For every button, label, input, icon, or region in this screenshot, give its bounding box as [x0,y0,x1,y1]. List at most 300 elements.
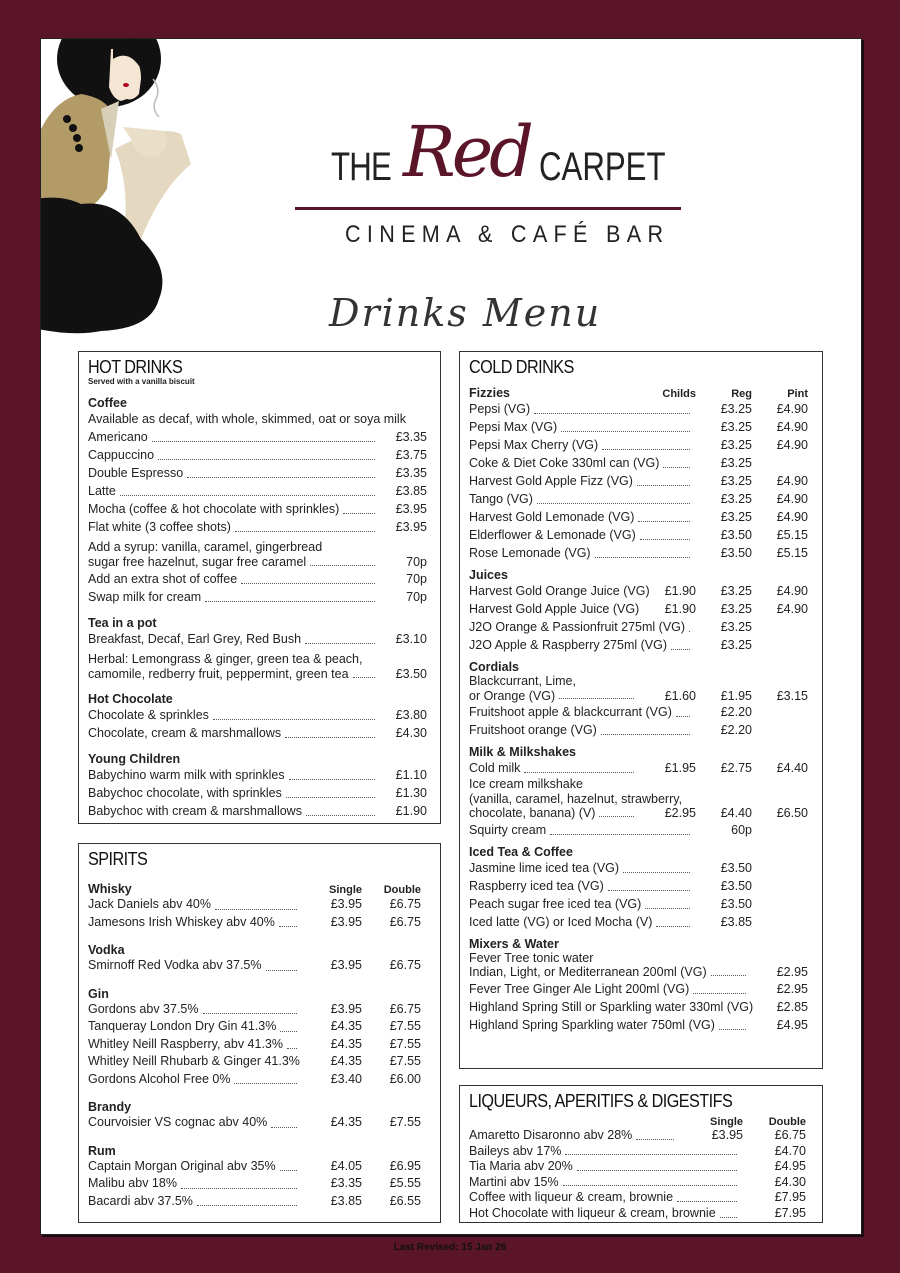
item-name [469,1190,743,1206]
dotted-leader [181,1175,297,1189]
item-price: £2.20 [720,705,752,719]
group-heading [88,392,427,410]
item-name-line [88,540,381,555]
brand-logo [291,83,691,258]
item-text: Highland Spring Sparkling water 750ml (VG) [469,1017,715,1032]
item-price: £4.05 [330,1158,362,1173]
item-price: £3.25 [720,492,752,506]
group-heading [469,933,808,951]
item-price: £6.75 [389,958,421,972]
item-name [469,490,696,508]
menu-item [88,482,427,500]
item-name [88,802,381,820]
item-price: £4.90 [776,510,808,524]
item-name-line [88,896,303,914]
item-price: £4.95 [776,1017,808,1032]
item-text: Bacardi abv 37.5% [88,1193,193,1208]
dotted-leader [203,1001,298,1015]
item-price: £1.90 [664,584,696,598]
group-label: Fizzies [469,386,510,400]
item-price: £4.90 [776,474,808,488]
item-text: Squirty cream [469,822,547,837]
item-name [469,618,696,636]
item-text: camomile, redberry fruit, peppermint, green tea [88,667,349,681]
item-text: Flat white (3 coffee shots) [88,520,231,534]
item-name [88,1001,303,1019]
group-heading [469,741,808,759]
dotted-leader [577,1159,737,1171]
item-name-line [88,464,381,482]
item-name [88,1071,303,1089]
item-name [469,1206,743,1222]
column-header: Double [383,884,421,896]
item-text: Harvest Gold Apple Juice (VG) [469,602,640,616]
item-name-line [469,674,640,689]
item-name-line [88,1193,303,1211]
woman-with-coffee-illustration [41,39,241,339]
dotted-leader [595,544,690,558]
dotted-leader [663,454,690,468]
item-name [469,636,696,654]
menu-item [88,1193,421,1211]
dotted-leader [601,721,690,735]
dotted-leader [285,724,375,738]
dotted-leader [234,1071,297,1085]
item-price: £3.25 [720,402,752,416]
item-name-line [88,1158,303,1176]
item-price: £4.35 [330,1054,362,1068]
item-name-line [469,1144,743,1160]
dotted-leader [676,703,690,717]
item-text: Pepsi (VG) [469,402,531,416]
item-name [469,418,696,436]
item-name [469,895,696,913]
item-price: £3.50 [720,528,752,542]
item-text: Blackcurrant, Lime, [469,674,576,688]
item-text: Courvoisier VS cognac abv 40% [88,1115,268,1129]
group-label: Tea in a pot [88,616,157,630]
dotted-leader [638,508,690,522]
item-name [88,482,381,500]
logo-subtitle: CINEMA & CAFÉ BAR [345,221,670,248]
menu-item [88,1071,421,1089]
item-price: £7.95 [774,1205,806,1220]
group-label: Brandy [88,1100,132,1114]
item-name-line [469,913,696,931]
menu-item [88,1036,421,1054]
item-price: £3.75 [395,448,427,462]
item-text: Amaretto Disaronno abv 28% [469,1128,633,1142]
item-name [469,472,696,490]
item-name [88,428,381,446]
menu-item [88,802,427,820]
item-text: Fever Tree tonic water [469,950,594,965]
item-price: £4.35 [330,1019,362,1033]
item-text: J2O Apple & Raspberry 275ml (VG) [469,638,667,652]
item-name-line [88,766,381,784]
dotted-leader [279,914,297,928]
item-text: Coke & Diet Coke 330ml can (VG) [469,456,660,470]
item-name [469,1144,743,1160]
item-text: Babychoc chocolate, with sprinkles [88,786,282,800]
item-price: £3.50 [395,667,427,681]
dotted-leader [213,706,375,720]
item-name-line [469,951,752,966]
item-name-line [469,759,640,777]
item-name [469,759,640,777]
spirits-section [78,843,441,1223]
item-text: Gordons abv 37.5% [88,1001,199,1016]
item-price: £6.75 [389,1001,421,1016]
item-text: chocolate, banana) (V) [469,806,596,820]
dotted-leader [271,1114,297,1128]
menu-item [469,436,808,454]
group-heading [469,382,808,400]
last-revised: Last Revised: 15 Jan 26 [393,1242,507,1253]
group-label: Mixers & Water [469,936,559,951]
group-heading [469,564,808,582]
item-price: £3.50 [720,878,752,893]
menu-item [469,913,808,931]
item-price: 70p [406,590,427,604]
item-text: Babychoc with cream & marshmallows [88,804,302,818]
item-name-line [88,1018,303,1036]
item-name-line [469,998,752,1016]
item-price: £2.85 [776,999,808,1014]
item-price: £3.10 [395,632,427,646]
item-name-line [469,508,696,526]
menu-item [469,1016,808,1034]
item-price: £2.75 [720,761,752,775]
item-text: Jamesons Irish Whiskey abv 40% [88,914,275,929]
group-label: Whisky [88,882,132,896]
item-name [469,526,696,544]
item-name [88,1193,303,1211]
item-name [469,821,696,839]
item-price: £6.75 [389,897,421,911]
item-name-line [88,1053,303,1071]
menu-item [88,957,421,975]
dotted-leader [640,526,690,540]
item-text: Rose Lemonade (VG) [469,546,591,560]
dotted-leader [711,965,746,976]
group-label: Iced Tea & Coffee [469,844,573,859]
item-name [88,896,303,914]
item-name [88,518,381,536]
item-name [88,1036,303,1054]
menu-item [88,896,421,914]
dotted-leader [152,428,375,442]
item-price: £4.90 [776,402,808,416]
dotted-leader [599,806,634,817]
item-name-line [88,1175,303,1193]
menu-item [469,454,808,472]
cold-drinks-section [459,351,823,1069]
section-title: COLD DRINKS [469,357,574,377]
menu-item [469,821,808,839]
dotted-leader [305,630,375,644]
item-price: £3.35 [395,466,427,480]
item-name-line [88,1071,303,1089]
dotted-leader [608,877,690,891]
item-text: Iced latte (VG) or Iced Mocha (V) [469,914,653,929]
item-text: Raspberry iced tea (VG) [469,878,604,893]
item-name-line [88,724,381,742]
menu-item [88,446,427,464]
dotted-leader [550,821,690,835]
item-name-line [88,446,381,464]
item-name [469,980,752,998]
menu-item [469,400,808,418]
item-text: Double Espresso [88,466,184,480]
item-price: £3.95 [330,1001,362,1016]
item-price: £4.90 [776,420,808,434]
item-price: £4.30 [774,1174,806,1189]
item-name-line [469,806,640,821]
item-text: Fever Tree Ginger Ale Light 200ml (VG) [469,981,690,996]
item-name [88,652,381,682]
group-heading [469,656,808,674]
group-label: Young Children [88,752,181,766]
item-price: £1.90 [395,804,427,818]
hot-drinks-section [78,351,441,824]
item-price: £1.60 [664,688,696,703]
item-price: £3.95 [711,1128,743,1142]
menu-item [469,526,808,544]
menu-item [469,544,808,562]
item-name [88,1053,303,1071]
item-name-line [88,1001,303,1019]
group-heading [88,878,421,896]
menu-item [469,1144,806,1160]
dotted-leader [343,500,375,514]
item-text: Jasmine lime iced tea (VG) [469,860,620,875]
dotted-leader [235,518,375,532]
item-name-line [88,706,381,724]
item-price: £6.55 [389,1193,421,1208]
group-label: Rum [88,1143,116,1158]
item-name-line [88,1036,303,1054]
item-price: £3.25 [720,510,752,524]
item-price: £4.90 [776,602,808,616]
item-name [88,630,381,648]
menu-item [88,652,427,682]
item-price: 60p [731,822,752,837]
item-name-line [88,667,381,682]
menu-item [88,724,427,742]
item-price: £3.80 [395,708,427,722]
item-text: Harvest Gold Apple Fizz (VG) [469,474,633,488]
item-price: £3.25 [720,602,752,616]
item-name [469,674,640,703]
item-name [469,454,696,472]
item-name [469,508,696,526]
item-price: £6.95 [389,1158,421,1173]
dotted-leader [215,896,297,910]
item-price: £6.00 [389,1071,421,1086]
group-label: Juices [469,568,508,582]
item-price: £4.90 [776,438,808,452]
item-text: Coffee with liqueur & cream, brownie [469,1190,674,1205]
group-label: Vodka [88,943,125,957]
item-text: Latte [88,484,116,498]
item-name [88,1018,303,1036]
dotted-leader [353,667,375,678]
item-text: Add a syrup: vanilla, caramel, gingerbread [88,540,323,554]
item-price: £4.35 [330,1036,362,1051]
item-price: £3.95 [330,914,362,929]
group-heading [469,841,808,859]
item-price: £1.90 [664,602,696,616]
item-text: Smirnoff Red Vodka abv 37.5% [88,958,262,972]
item-price: £4.30 [395,726,427,740]
section-title: HOT DRINKS [88,357,183,377]
item-price: £5.15 [776,546,808,560]
menu-item [469,1128,806,1144]
item-text: Indian, Light, or Mediterranean 200ml (VG) [469,965,707,979]
item-price: £1.95 [720,688,752,703]
dotted-leader [280,1158,297,1172]
menu-item [88,784,427,802]
item-name-line [469,777,640,792]
item-name-line [469,472,696,490]
item-text: Whitley Neill Rhubarb & Ginger 41.3% [88,1054,300,1068]
item-text: Fruitshoot apple & blackcurrant (VG) [469,705,672,719]
item-text: or Orange (VG) [469,688,556,703]
menu-item [469,418,808,436]
item-price: £2.95 [664,806,696,820]
dotted-leader [524,759,634,773]
menu-item [88,1053,421,1071]
item-name-line [469,703,696,721]
item-name-line [88,500,381,518]
dotted-leader [158,446,375,460]
dotted-leader [310,555,375,566]
menu-item [88,464,427,482]
dotted-leader [241,570,375,584]
menu-item [88,1018,421,1036]
section-title: SPIRITS [88,849,148,869]
item-price: £2.20 [720,723,752,737]
dotted-leader [561,418,690,432]
item-price: £7.55 [389,1019,421,1033]
item-name [469,1175,743,1191]
group-heading [88,939,421,957]
menu-item [469,895,808,913]
logo-carpet: CARPET [539,145,666,189]
item-text: Peach sugar free iced tea (VG) [469,896,642,911]
column-header: Childs [662,388,696,400]
item-text: Swap milk for cream [88,590,202,604]
item-text: Pepsi Max (VG) [469,420,558,434]
item-name-line [469,721,696,739]
item-text: Breakfast, Decaf, Earl Grey, Red Bush [88,632,302,646]
item-price: £3.25 [720,456,752,470]
menu-item [469,472,808,490]
dotted-leader [289,766,375,780]
item-name [469,998,752,1016]
menu-item [469,636,808,654]
menu-item [469,508,808,526]
item-name [88,588,381,606]
item-name-line [469,965,752,980]
item-name-line [469,636,696,654]
menu-item [88,428,427,446]
item-price: £6.75 [389,914,421,929]
item-name [88,1158,303,1176]
dotted-leader [671,636,690,650]
dotted-leader [563,1175,737,1187]
item-name-line [469,1190,743,1206]
group-label: Milk & Milkshakes [469,745,576,759]
drinks-menu-title: Drinks Menu [329,291,602,335]
menu-item [88,518,427,536]
group-heading [88,1140,421,1158]
item-price: £3.95 [395,520,427,534]
group-note: Available as decaf, with whole, skimmed, oat or soya milk [88,412,406,426]
item-text: Babychino warm milk with sprinkles [88,768,285,782]
item-text: Herbal: Lemongrass & ginger, green tea & peach, [88,652,363,666]
menu-item [469,877,808,895]
item-price: £5.15 [776,528,808,542]
section-note: Served with a vanilla biscuit [88,377,195,386]
dotted-leader [266,957,298,971]
item-name [469,544,696,562]
dotted-leader [623,859,690,873]
item-price: 70p [406,555,427,569]
column-header: Reg [731,388,752,400]
item-price: £7.55 [389,1036,421,1051]
item-price: £4.70 [774,1143,806,1158]
menu-item [469,490,808,508]
item-text: Tango (VG) [469,492,533,506]
item-text: J2O Orange & Passionfruit 275ml (VG) [469,620,686,634]
item-name [88,766,381,784]
item-price: £7.55 [389,1054,421,1068]
item-name-line [469,821,696,839]
item-name-line [88,784,381,802]
dotted-leader [197,1193,297,1207]
dotted-leader [537,490,690,504]
item-name [88,446,381,464]
dotted-leader [559,689,634,700]
menu-item [469,759,808,777]
item-name [469,721,696,739]
item-name-line [469,600,640,618]
item-name [469,600,640,618]
dotted-leader [656,913,690,927]
menu-item [469,998,808,1016]
item-price: £1.10 [395,768,427,782]
column-header: Pint [787,388,808,400]
group-heading [88,1096,421,1114]
item-name [88,957,303,975]
item-text: Hot Chocolate with liqueur & cream, brownie [469,1205,716,1220]
item-name-line [469,526,696,544]
item-text: Martini abv 15% [469,1174,559,1189]
item-price: £1.30 [395,786,427,800]
item-name-line [88,1114,303,1132]
item-name [88,540,381,570]
item-name-line [88,802,381,820]
dotted-leader [645,895,690,909]
item-price: £3.95 [330,897,362,911]
column-header: Single [709,1116,743,1128]
item-name-line [88,482,381,500]
dotted-leader [286,784,375,798]
logo-divider [295,207,681,210]
menu-item [88,570,427,588]
